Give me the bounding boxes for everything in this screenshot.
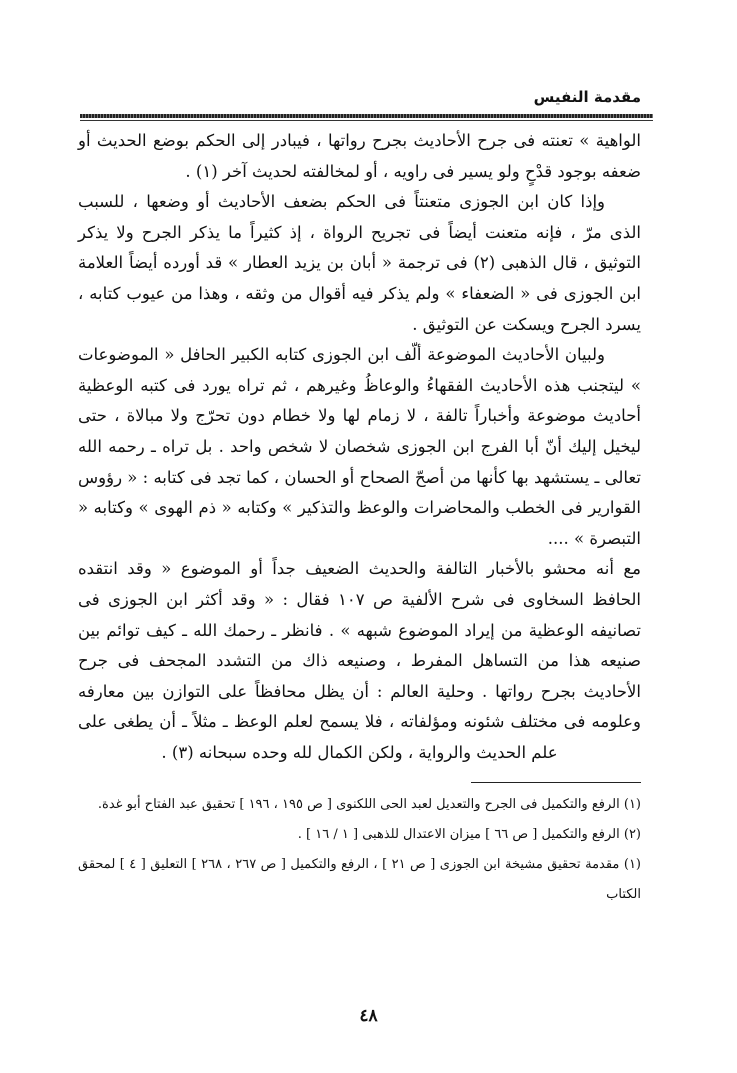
footnote-2: (٢) الرفع والتكميل [ ص ٦٦ ] ميزان الاعتدال للذهبى [ ١ / ١٦ ] . (297, 827, 641, 842)
paragraph-4: مع أنه محشو بالأخبار التالفة والحديث الضعيف جداً أو الموضوع « وقد انتقده الحافظ السخاوى فى شرح الألفية ص ١٠٧ فقال : « وقد أكثر ابن الجوزى فى تصانيفه الوعظية من إيراد الموضوع شبهه » . فانظر ـ رحمك الله ـ كيف توائم بين صنيعه هذا من التساهل المفرط ، وصنيعه ذاك من التشدد المجحف فى جرح الأحاديث بجرح رواتها . وحلية العالم : أن يظل محافظاً على التوازن بين معارفه وعلومه فى مختلف شئونه ومؤلفاته ، فلا يسمح لعلم الوعظ ـ مثلاً ـ أن يطغى على علم الحديث والرواية ، ولكن الكمال لله وحده سبحانه (٣) . (78, 559, 641, 762)
footnote-separator (471, 782, 641, 783)
footnotes (78, 790, 641, 910)
main-text (78, 126, 641, 768)
paragraph-3: ولبيان الأحاديث الموضوعة ألّف ابن الجوزى كتابه الكبير الحافل « الموضوعات » ليتجنب هذه الأحاديث الفقهاءُ والوعاظُ وغيرهم ، ثم تراه يورد فى كتبه الوعظية أحاديث موضوعة وأخباراً تالفة ، لا زمام لها ولا خطام دون تحرّج ولا مبالاة ، حتى ليخيل إليك أنّ أبا الفرج ابن الجوزى شخصان لا شخص واحد . بل تراه ـ رحمه الله تعالى ـ يستشهد بها كأنها من أصحّ الصحاح أو الحسان ، كما تجد فى كتابه : « رؤوس القوارير فى الخطب والمحاضرات والوعظ والتذكير » وكتابه « ذم الهوى » وكتابه « التبصرة » .... (78, 345, 641, 548)
paragraph-1: الواهية » تعنته فى جرح الأحاديث بجرح رواتها ، فيبادر إلى الحكم بوضع الحديث أو ضعفه بوجود قدْحٍ ولو يسير فى راويه ، أو لمخالفته لحديث آخر (١) . (78, 131, 641, 181)
paragraph-2: وإذا كان ابن الجوزى متعنتاً فى الحكم بضعف الأحاديث أو وضعها ، للسبب الذى مرّ ، فإنه متعنت أيضاً فى تجريح الرواة ، إذ كثيراً ما يذكر الجرح ولا يذكر التوثيق ، قال الذهبى (٢) فى ترجمة « أبان بن يزيد العطار » قد أورده أيضاً العلامة ابن الجوزى فى « الضعفاء » ولم يذكر فيه أقوال من وثقه ، وهذا من عيوب كتابه ، يسرد الجرح ويسكت عن التوثيق . (78, 192, 641, 334)
footnote-1: (١) الرفع والتكميل فى الجرح والتعديل لعبد الحى اللكنوى [ ص ١٩٥ ، ١٩٦ ] تحقيق عبد الفتاح أبو غدة. (97, 797, 641, 812)
header-rule-thick (80, 114, 653, 118)
footnote-3: (١) مقدمة تحقيق مشيخة ابن الجوزى [ ص ٢١ ] ، الرفع والتكميل [ ص ٢٦٧ ، ٢٦٨ ] التعليق [ ٤ ] لمحقق الكتاب (78, 857, 641, 902)
page-number: ٤٨ (359, 1006, 378, 1026)
header-rule-thin (80, 120, 653, 121)
running-header: مقدمة النفيس (533, 88, 641, 106)
